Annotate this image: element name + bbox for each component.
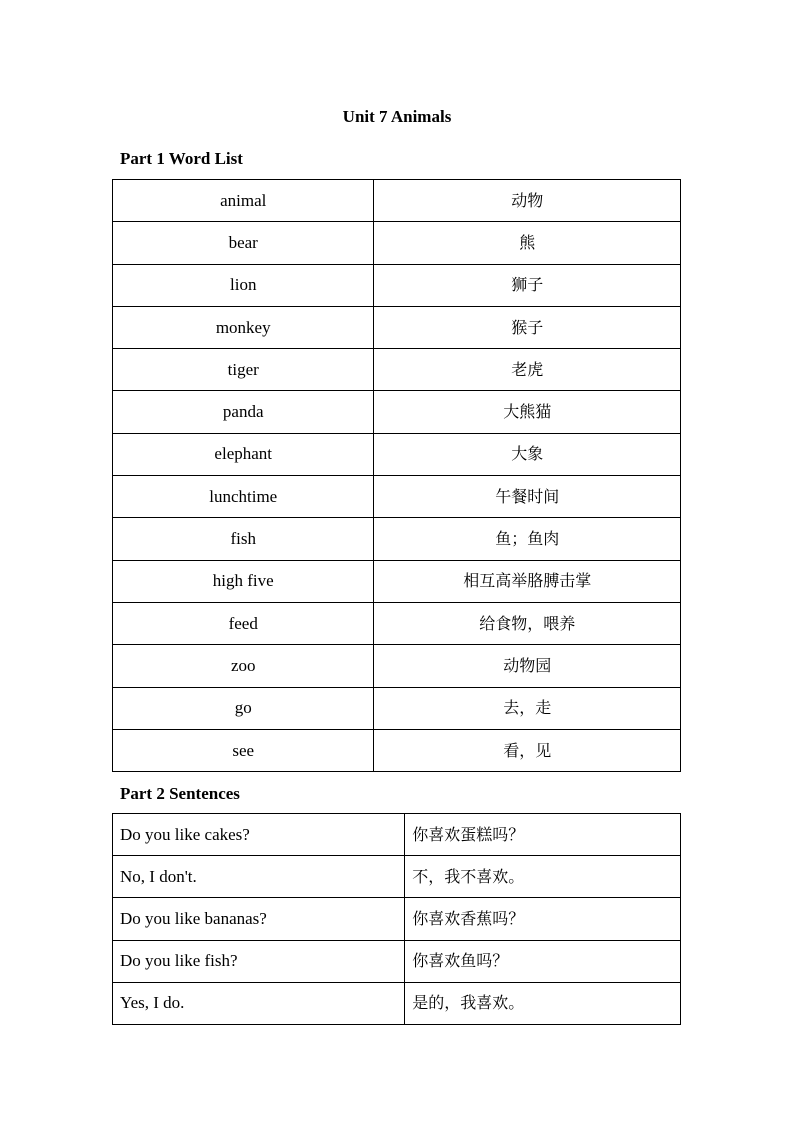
sentences-table [112,813,681,1025]
word-list-table [112,179,681,772]
chinese-meaning: 给食物，喂养 [374,602,681,644]
table-row [113,814,681,856]
chinese-meaning: 动物园 [374,645,681,687]
table-row [113,222,681,264]
english-word: panda [113,391,374,433]
english-word: zoo [113,645,374,687]
chinese-meaning: 看，见 [374,729,681,771]
chinese-meaning: 猴子 [374,306,681,348]
english-sentence: No, I don't. [113,856,405,898]
chinese-meaning: 老虎 [374,349,681,391]
table-row [113,729,681,771]
table-row [113,645,681,687]
english-word: lunchtime [113,476,374,518]
english-word: fish [113,518,374,560]
chinese-sentence: 不，我不喜欢。 [405,856,681,898]
table-row [113,349,681,391]
table-row [113,476,681,518]
english-word: high five [113,560,374,602]
table-row [113,898,681,940]
table-row [113,180,681,222]
chinese-meaning: 去，走 [374,687,681,729]
table-row [113,602,681,644]
chinese-meaning: 狮子 [374,264,681,306]
chinese-meaning: 鱼；鱼肉 [374,518,681,560]
page-title: Unit 7 Animals [342,107,452,126]
chinese-meaning: 相互高举胳膊击掌 [374,560,681,602]
table-row [113,687,681,729]
table-row [113,264,681,306]
chinese-meaning: 大熊猫 [374,391,681,433]
table-row [113,391,681,433]
english-word: bear [113,222,374,264]
english-word: go [113,687,374,729]
chinese-meaning: 午餐时间 [374,476,681,518]
table-row [113,940,681,982]
english-word: elephant [113,433,374,475]
word-list-heading: Part 1 Word List [120,149,243,168]
chinese-meaning: 大象 [374,433,681,475]
english-word: lion [113,264,374,306]
chinese-sentence: 你喜欢香蕉吗？ [405,898,681,940]
chinese-meaning: 动物 [374,180,681,222]
english-word: animal [113,180,374,222]
english-word: tiger [113,349,374,391]
english-word: monkey [113,306,374,348]
english-word: feed [113,602,374,644]
table-row [113,856,681,898]
english-sentence: Do you like cakes? [113,814,405,856]
english-sentence: Do you like bananas? [113,898,405,940]
table-row [113,518,681,560]
english-word: see [113,729,374,771]
table-row [113,560,681,602]
chinese-sentence: 你喜欢蛋糕吗？ [405,814,681,856]
english-sentence: Do you like fish? [113,940,405,982]
table-row [113,306,681,348]
english-sentence: Yes, I do. [113,982,405,1024]
table-row [113,982,681,1024]
chinese-sentence: 你喜欢鱼吗？ [405,940,681,982]
chinese-meaning: 熊 [374,222,681,264]
table-row [113,433,681,475]
sentences-heading: Part 2 Sentences [120,784,240,803]
chinese-sentence: 是的，我喜欢。 [405,982,681,1024]
